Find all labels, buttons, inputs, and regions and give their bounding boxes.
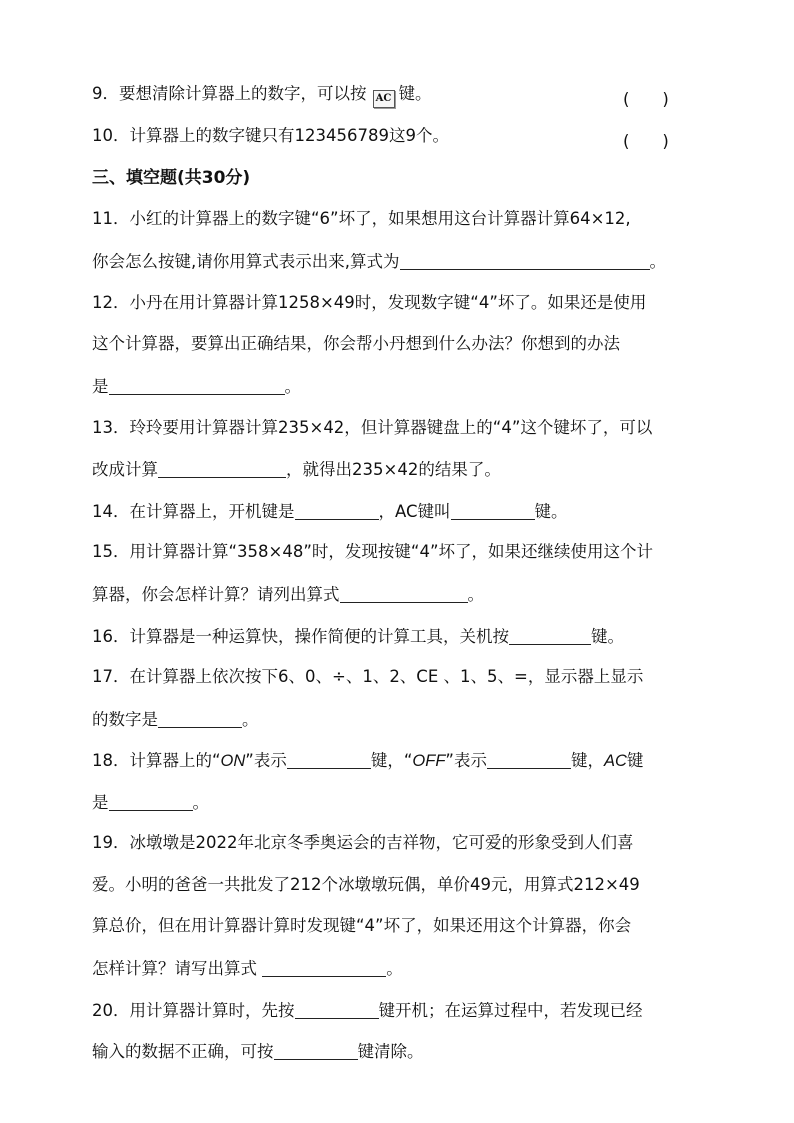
question-18-line1	[92, 752, 734, 770]
q14-text-end: 键。	[534, 502, 568, 521]
answer-blank[interactable]	[509, 628, 591, 645]
q18-text-e: 键，	[570, 751, 604, 770]
question-15-line1: 15．用计算器计算“358×48”时，发现按键“4”坏了，如果还继续使用这个计	[92, 542, 653, 561]
question-19-line3: 算总价，但在用计算器计算时发现键“4”坏了，如果还用这个计算器，你会	[92, 916, 632, 935]
ac-key-label: AC	[603, 752, 627, 770]
answer-blank[interactable]	[451, 503, 535, 520]
answer-paren-q10[interactable]: ( )	[623, 132, 669, 151]
q14-text: 14．在计算器上，开机键是	[92, 502, 295, 521]
q9-text: 9．要想清除计算器上的数字，可以按	[92, 84, 367, 103]
question-13-line2	[92, 461, 734, 479]
answer-blank[interactable]	[295, 1002, 379, 1019]
question-18-line2	[92, 794, 734, 812]
question-12-line2: 这个计算器，要算出正确结果，你会帮小丹想到什么办法？你想到的办法	[92, 334, 620, 353]
question-19-line1: 19．冰墩墩是2022年北京冬季奥运会的吉祥物，它可爱的形象受到人们喜	[92, 833, 634, 852]
answer-blank[interactable]	[340, 586, 468, 603]
q11-text: 你会怎么按键,请你用算式表示出来,算式为	[92, 252, 400, 271]
q18-text-c: 键，“	[370, 751, 413, 770]
question-14	[92, 503, 734, 521]
q20-text-l2: 输入的数据不正确，可按	[92, 1042, 274, 1061]
answer-blank[interactable]	[109, 794, 193, 811]
q12-end: 。	[284, 377, 301, 396]
question-20-line2	[92, 1043, 734, 1061]
ac-key-icon: AC	[373, 90, 395, 108]
q18-end: 。	[192, 793, 209, 812]
question-16	[92, 628, 734, 646]
q16-text: 16．计算器是一种运算快，操作简便的计算工具，关机按	[92, 627, 509, 646]
section-heading: 三、填空题(共30分)	[92, 168, 251, 188]
q20-text-b: 键开机；在运算过程中，若发现已经	[378, 1001, 643, 1020]
q12-text: 是	[92, 377, 109, 396]
q14-text-mid: ，AC键叫	[378, 502, 451, 521]
q18-text-b: ”表示	[245, 751, 287, 770]
q20-text: 20．用计算器计算时，先按	[92, 1001, 295, 1020]
answer-blank[interactable]	[158, 711, 242, 728]
q17-text: 的数字是	[92, 710, 158, 729]
q13-text-end: ，就得出235×42的结果了。	[286, 460, 501, 479]
q18-text-l2: 是	[92, 793, 109, 812]
question-11-line2	[92, 253, 734, 271]
question-17-line1: 17．在计算器上依次按下6、0、÷、1、2、CE 、1、5、=，显示器上显示	[92, 667, 644, 686]
question-12-line3	[92, 378, 734, 396]
question-13-line1: 13．玲玲要用计算器计算235×42，但计算器键盘上的“4”这个键坏了，可以	[92, 418, 653, 437]
question-10: 10．计算器上的数字键只有123456789这9个。	[92, 126, 449, 145]
question-15-line2	[92, 586, 734, 604]
q18-text-f: 键	[626, 751, 644, 770]
answer-blank[interactable]	[158, 461, 286, 478]
answer-blank[interactable]	[295, 503, 379, 520]
question-12-line1: 12．小丹在用计算器计算1258×49时，发现数字键“4”坏了。如果还是使用	[92, 293, 647, 312]
question-19-line2: 爱。小明的爸爸一共批发了212个冰墩墩玩偶，单价49元，用算式212×49	[92, 875, 640, 894]
q9-text-end: 键。	[398, 84, 432, 103]
question-20-line1	[92, 1002, 734, 1020]
off-key-label: OFF	[412, 752, 446, 770]
q19-text: 怎样计算？请写出算式	[92, 959, 263, 978]
answer-blank[interactable]	[109, 378, 285, 395]
question-17-line2	[92, 711, 734, 729]
q16-text-end: 键。	[591, 627, 624, 646]
q15-end: 。	[467, 585, 484, 604]
answer-blank[interactable]	[262, 960, 386, 977]
question-19-line4	[92, 960, 734, 978]
q17-end: 。	[242, 710, 259, 729]
on-key-label: ON	[220, 752, 246, 770]
answer-blank[interactable]	[400, 253, 650, 270]
q18-text: 18．计算器上的“	[92, 751, 221, 770]
answer-blank[interactable]	[487, 752, 571, 769]
answer-blank[interactable]	[287, 752, 371, 769]
q15-text: 算器，你会怎样计算？请列出算式	[92, 585, 340, 604]
q13-text: 改成计算	[92, 460, 158, 479]
q20-text-end: 键清除。	[357, 1042, 424, 1061]
answer-paren-q9[interactable]: ( )	[623, 90, 669, 109]
answer-blank[interactable]	[274, 1043, 358, 1060]
q19-end: 。	[386, 959, 403, 978]
q18-text-d: ”表示	[445, 751, 487, 770]
question-11-line1: 11．小红的计算器上的数字键“6”坏了，如果想用这台计算器计算64×12,	[92, 209, 631, 228]
q11-end: 。	[649, 252, 666, 271]
